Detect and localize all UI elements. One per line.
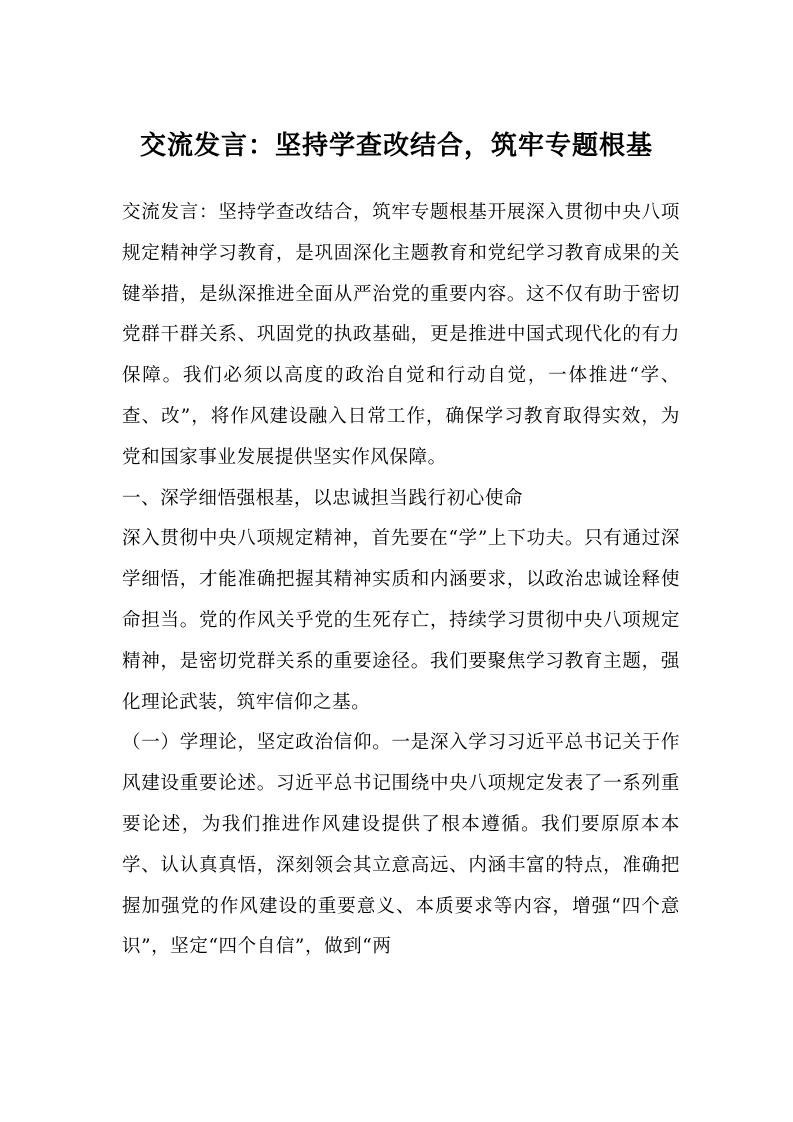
section-heading-1: 一、深学细悟强根基，以忠诚担当践行初心使命 [122,487,524,509]
paragraph-section-1: 深入贯彻中央八项规定精神，首先要在“学”上下功夫。只有通过深学细悟，才能准确把握其精神实质和内涵要求，以政治忠诚诠释使命担当。党的作风关乎党的生死存亡，持续学习贯彻中央八项规定精神，是密切党群关系的重要途径。我们要聚焦学习教育主题，强化理论武装，筑牢信仰之基。 [122,528,680,713]
paragraph-intro: 交流发言：坚持学查改结合，筑牢专题根基开展深入贯彻中央八项规定精神学习教育，是巩固深化主题教育和党纪学习教育成果的关键举措，是纵深推进全面从严治党的重要内容。这不仅有助于密切党群干群关系、巩固党的执政基础，更是推进中国式现代化的有力保障。我们必须以高度的政治自觉和行动自觉，一体推进“学、查、改”，将作风建设融入日常工作，确保学习教育取得实效，为党和国家事业发展提供坚实作风保障。 [122,202,680,468]
paragraph-subsection-1: （一）学理论，坚定政治信仰。一是深入学习习近平总书记关于作风建设重要论述。习近平总书记围绕中央八项规定发表了一系列重要论述，为我们推进作风建设提供了根本遵循。我们要原原本本学、认认真真悟，深刻领会其立意高远、内涵丰富的特点，准确把握加强党的作风建设的重要意义、本质要求等内容，增强“四个意识”，坚定“四个自信”，做到“两 [122,732,680,958]
document-body [122,193,680,968]
document-title: 交流发言：坚持学查改结合，筑牢专题根基 [139,131,653,161]
